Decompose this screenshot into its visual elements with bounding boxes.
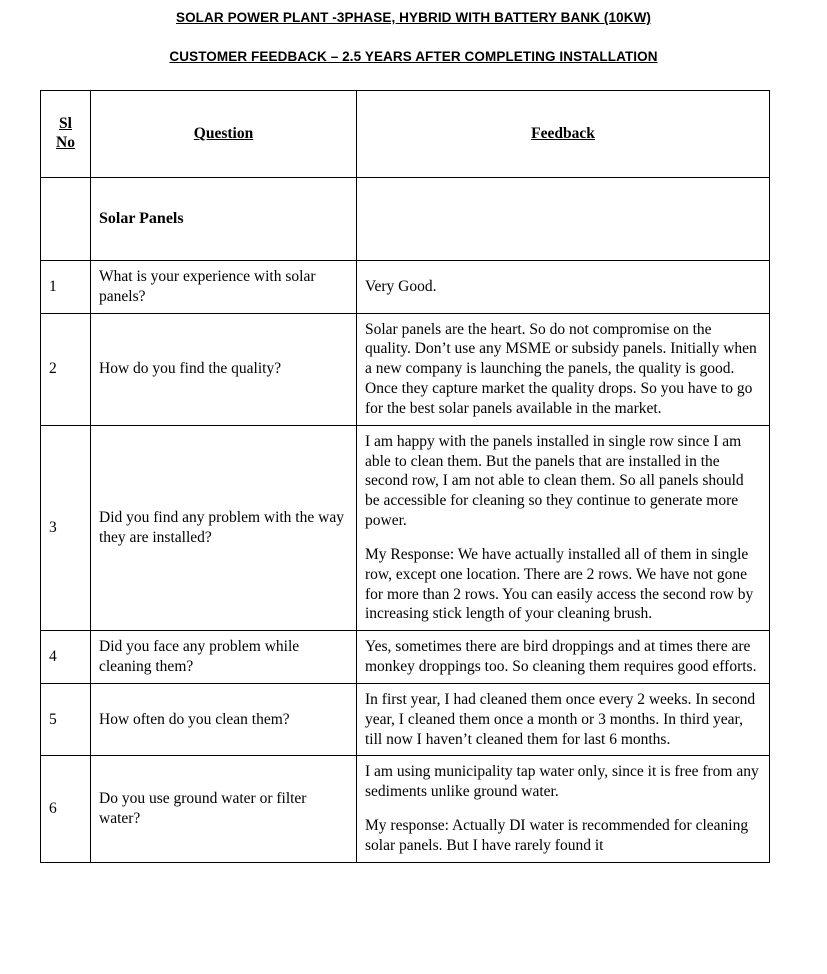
row-sl: 3 xyxy=(41,425,91,630)
section-label-solar-panels: Solar Panels xyxy=(91,178,357,261)
feedback-paragraph: I am happy with the panels installed in single row since I am able to clean them. But the panels that are installed in the second row, I am not able to clean them. So all panels should be accessible for cleaning so they continue to generate more power. xyxy=(365,432,744,530)
row-sl: 2 xyxy=(41,313,91,425)
column-header-question: Question xyxy=(91,91,357,178)
row-feedback xyxy=(357,631,770,684)
row-question: Do you use ground water or filter water? xyxy=(91,756,357,862)
row-question: Did you find any problem with the way they are installed? xyxy=(91,425,357,630)
row-sl: 6 xyxy=(41,756,91,862)
table-body xyxy=(41,178,770,863)
row-feedback xyxy=(357,261,770,314)
row-question: How often do you clean them? xyxy=(91,683,357,755)
column-header-feedback: Feedback xyxy=(357,91,770,178)
feedback-paragraph: In first year, I had cleaned them once every 2 weeks. In second year, I cleaned them once a month or 3 months. In third year, till now I haven’t cleaned them for last 6 months. xyxy=(365,690,756,748)
row-feedback xyxy=(357,683,770,755)
section-feedback-empty xyxy=(357,178,770,261)
feedback-paragraph: My response: Actually DI water is recommended for cleaning solar panels. But I have rarely found it xyxy=(365,817,749,854)
table-header xyxy=(41,91,770,178)
feedback-paragraph: Very Good. xyxy=(365,277,437,295)
table-row xyxy=(41,683,770,755)
table-row xyxy=(41,425,770,630)
row-question: What is your experience with solar panels? xyxy=(91,261,357,314)
feedback-paragraph: Yes, sometimes there are bird droppings and at times there are monkey droppings too. So cleaning them requires good efforts. xyxy=(365,638,757,676)
feedback-paragraph: My Response: We have actually installed all of them in single row, except one location. There are 2 rows. We have not gone for more than 2 rows. You can easily access the second row by increasing stick length of your cleaning brush. xyxy=(365,545,754,623)
customer-feedback-table xyxy=(40,90,770,863)
feedback-paragraph: I am using municipality tap water only, since it is free from any sediments unlike ground water. xyxy=(365,763,759,801)
table-row xyxy=(41,756,770,862)
table-row xyxy=(41,261,770,314)
table-row xyxy=(41,313,770,425)
row-sl: 5 xyxy=(41,683,91,755)
row-sl: 4 xyxy=(41,631,91,684)
row-question: How do you find the quality? xyxy=(91,313,357,425)
column-header-sl-line2: No xyxy=(56,133,75,151)
row-sl: 1 xyxy=(41,261,91,314)
row-question: Did you face any problem while cleaning them? xyxy=(91,631,357,684)
table-row-section-solar-panels xyxy=(41,178,770,261)
page-title: SOLAR POWER PLANT -3PHASE, HYBRID WITH BATTERY BANK (10KW) xyxy=(175,10,652,25)
feedback-paragraph: Solar panels are the heart. So do not compromise on the quality. Don’t use any MSME or subsidy panels. Initially when a new company is launching the panels, the quality is good. Once they capture market the quality drops. So you have to go for the best solar panels available in the market. xyxy=(365,320,757,417)
column-header-sl-line1: Sl xyxy=(59,115,72,133)
column-header-sl-no xyxy=(41,91,91,178)
table-header-row xyxy=(41,91,770,178)
row-feedback xyxy=(357,756,770,862)
document-page xyxy=(0,10,827,974)
row-sl-empty xyxy=(41,178,91,261)
table-row xyxy=(41,631,770,684)
row-feedback xyxy=(357,313,770,425)
page-subtitle: CUSTOMER FEEDBACK – 2.5 YEARS AFTER COMPLETING INSTALLATION xyxy=(169,49,658,64)
row-feedback xyxy=(357,425,770,630)
